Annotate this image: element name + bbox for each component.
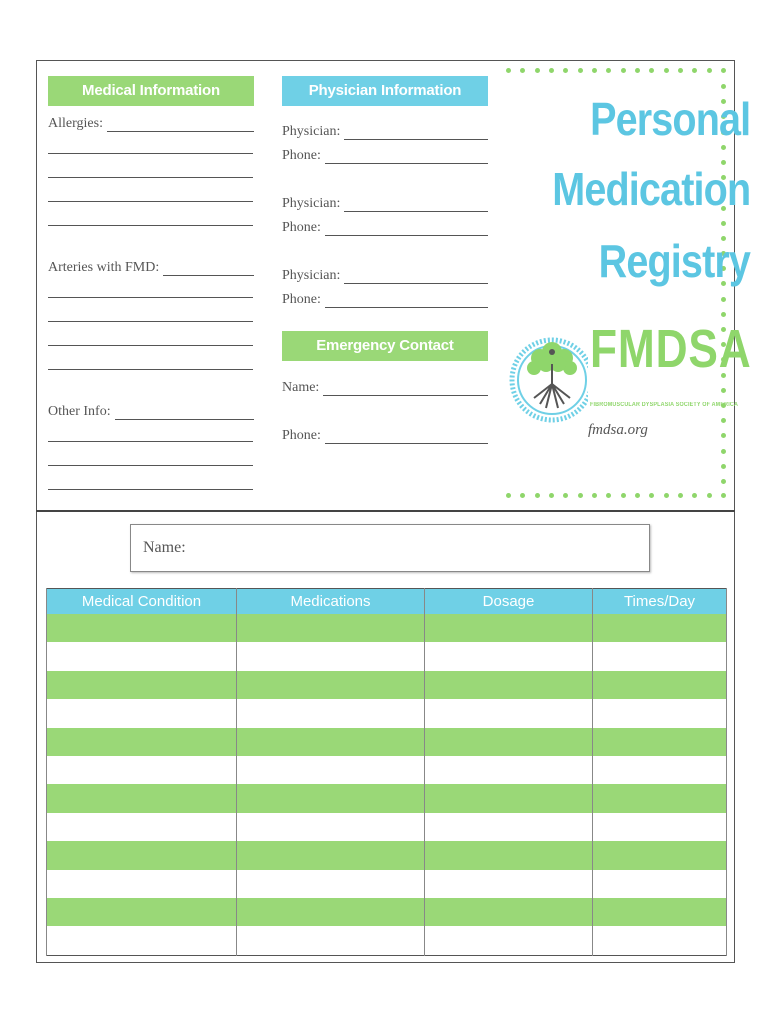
emergency-phone-field[interactable] xyxy=(282,428,488,444)
cell[interactable] xyxy=(237,813,425,841)
cell[interactable] xyxy=(237,756,425,784)
allergies-label: Allergies: xyxy=(48,116,103,131)
fmdsa-tree-logo-icon xyxy=(506,306,588,458)
table-row[interactable] xyxy=(47,870,727,898)
col-medications: Medications xyxy=(237,589,425,615)
title-line-3: Registry xyxy=(598,235,750,287)
table-row[interactable] xyxy=(47,926,727,955)
cell[interactable] xyxy=(47,841,237,869)
table-row[interactable] xyxy=(47,784,727,812)
table-row[interactable] xyxy=(47,671,727,699)
medication-table xyxy=(46,588,727,956)
other-info-field[interactable] xyxy=(48,404,254,420)
emergency-contact-header: Emergency Contact xyxy=(282,331,488,361)
cell[interactable] xyxy=(593,671,727,699)
other-info-line-2[interactable] xyxy=(48,441,253,442)
cell[interactable] xyxy=(237,614,425,642)
physician-1-phone-line[interactable] xyxy=(325,151,488,164)
cell[interactable] xyxy=(47,671,237,699)
cell[interactable] xyxy=(47,898,237,926)
col-medical-condition: Medical Condition xyxy=(47,589,237,615)
cell[interactable] xyxy=(593,898,727,926)
arteries-line-3[interactable] xyxy=(48,321,253,322)
physician-1-label: Physician: xyxy=(282,124,341,139)
cell[interactable] xyxy=(425,841,593,869)
dot-border-bottom xyxy=(506,493,726,499)
physician-3-field[interactable] xyxy=(282,268,488,284)
physician-1-phone-field[interactable] xyxy=(282,148,488,164)
physician-info-header: Physician Information xyxy=(282,76,488,106)
fmdsa-logo-text: FMDSA xyxy=(590,319,752,379)
cell[interactable] xyxy=(425,671,593,699)
website-link[interactable]: fmdsa.org xyxy=(588,422,648,438)
dot-border-top xyxy=(506,68,726,74)
allergies-line-4[interactable] xyxy=(48,201,253,202)
title-line-1: Personal xyxy=(589,93,750,145)
table-row[interactable] xyxy=(47,642,727,670)
cell[interactable] xyxy=(425,642,593,670)
cell[interactable] xyxy=(593,614,727,642)
other-info-line-3[interactable] xyxy=(48,465,253,466)
cell[interactable] xyxy=(593,728,727,756)
cell[interactable] xyxy=(47,756,237,784)
allergies-field[interactable] xyxy=(48,116,254,132)
physician-1-field[interactable] xyxy=(282,124,488,140)
emergency-name-label: Name: xyxy=(282,380,320,395)
table-row[interactable] xyxy=(47,699,727,727)
physician-2-phone-line[interactable] xyxy=(325,223,488,236)
physician-3-line[interactable] xyxy=(344,271,488,284)
physician-1-phone-label: Phone: xyxy=(282,148,321,163)
fold-divider xyxy=(36,510,735,512)
table-row[interactable] xyxy=(47,841,727,869)
cell[interactable] xyxy=(47,699,237,727)
cell[interactable] xyxy=(237,671,425,699)
arteries-line-2[interactable] xyxy=(48,297,253,298)
cell[interactable] xyxy=(593,699,727,727)
cell[interactable] xyxy=(47,728,237,756)
arteries-label: Arteries with FMD: xyxy=(48,260,160,275)
title-line-2: Medication xyxy=(551,163,750,215)
cell[interactable] xyxy=(47,813,237,841)
table-row[interactable] xyxy=(47,756,727,784)
cell[interactable] xyxy=(237,870,425,898)
emergency-name-line[interactable] xyxy=(323,383,488,396)
cell[interactable] xyxy=(593,784,727,812)
cell[interactable] xyxy=(593,870,727,898)
cell[interactable] xyxy=(237,841,425,869)
cell[interactable] xyxy=(593,756,727,784)
cell[interactable] xyxy=(237,699,425,727)
medical-info-header: Medical Information xyxy=(48,76,254,106)
physician-3-phone-label: Phone: xyxy=(282,292,321,307)
other-info-line-4[interactable] xyxy=(48,489,253,490)
physician-2-phone-label: Phone: xyxy=(282,220,321,235)
registry-name-field[interactable] xyxy=(130,524,650,572)
cell[interactable] xyxy=(47,926,237,955)
other-info-line[interactable] xyxy=(115,407,254,420)
table-row[interactable] xyxy=(47,898,727,926)
physician-2-field[interactable] xyxy=(282,196,488,212)
arteries-line-4[interactable] xyxy=(48,345,253,346)
cell[interactable] xyxy=(237,728,425,756)
allergies-line-5[interactable] xyxy=(48,225,253,226)
arteries-line[interactable] xyxy=(163,263,254,276)
physician-1-line[interactable] xyxy=(344,127,488,140)
cell[interactable] xyxy=(237,784,425,812)
cell[interactable] xyxy=(425,614,593,642)
arteries-line-5[interactable] xyxy=(48,369,253,370)
cell[interactable] xyxy=(237,926,425,955)
emergency-phone-line[interactable] xyxy=(325,431,488,444)
cell[interactable] xyxy=(593,926,727,955)
fmdsa-logo-subtext: FIBROMUSCULAR DYSPLASIA SOCIETY OF AMERICA xyxy=(590,402,739,408)
emergency-name-field[interactable] xyxy=(282,380,488,396)
cell[interactable] xyxy=(47,784,237,812)
cell[interactable] xyxy=(425,784,593,812)
cell[interactable] xyxy=(425,926,593,955)
emergency-phone-label: Phone: xyxy=(282,428,321,443)
cell[interactable] xyxy=(425,898,593,926)
cell[interactable] xyxy=(593,813,727,841)
cell[interactable] xyxy=(425,756,593,784)
allergies-line-3[interactable] xyxy=(48,177,253,178)
physician-2-label: Physician: xyxy=(282,196,341,211)
cell[interactable] xyxy=(425,870,593,898)
cell[interactable] xyxy=(237,898,425,926)
registry-name-label: Name: xyxy=(143,539,186,556)
physician-3-label: Physician: xyxy=(282,268,341,283)
col-times-per-day: Times/Day xyxy=(593,589,727,615)
allergies-line-2[interactable] xyxy=(48,153,253,154)
cell[interactable] xyxy=(47,870,237,898)
cell[interactable] xyxy=(425,813,593,841)
cell[interactable] xyxy=(425,728,593,756)
cell[interactable] xyxy=(593,841,727,869)
arteries-field[interactable] xyxy=(48,260,254,276)
allergies-line[interactable] xyxy=(107,119,254,132)
cell[interactable] xyxy=(593,642,727,670)
physician-2-phone-field[interactable] xyxy=(282,220,488,236)
physician-3-phone-line[interactable] xyxy=(325,295,488,308)
table-row[interactable] xyxy=(47,728,727,756)
table-row[interactable] xyxy=(47,614,727,642)
table-row[interactable] xyxy=(47,813,727,841)
cell[interactable] xyxy=(425,699,593,727)
other-info-label: Other Info: xyxy=(48,404,111,419)
col-dosage: Dosage xyxy=(425,589,593,615)
cell[interactable] xyxy=(237,642,425,670)
table-header-row xyxy=(47,589,727,615)
cell[interactable] xyxy=(47,614,237,642)
cell[interactable] xyxy=(47,642,237,670)
physician-2-line[interactable] xyxy=(344,199,488,212)
physician-3-phone-field[interactable] xyxy=(282,292,488,308)
